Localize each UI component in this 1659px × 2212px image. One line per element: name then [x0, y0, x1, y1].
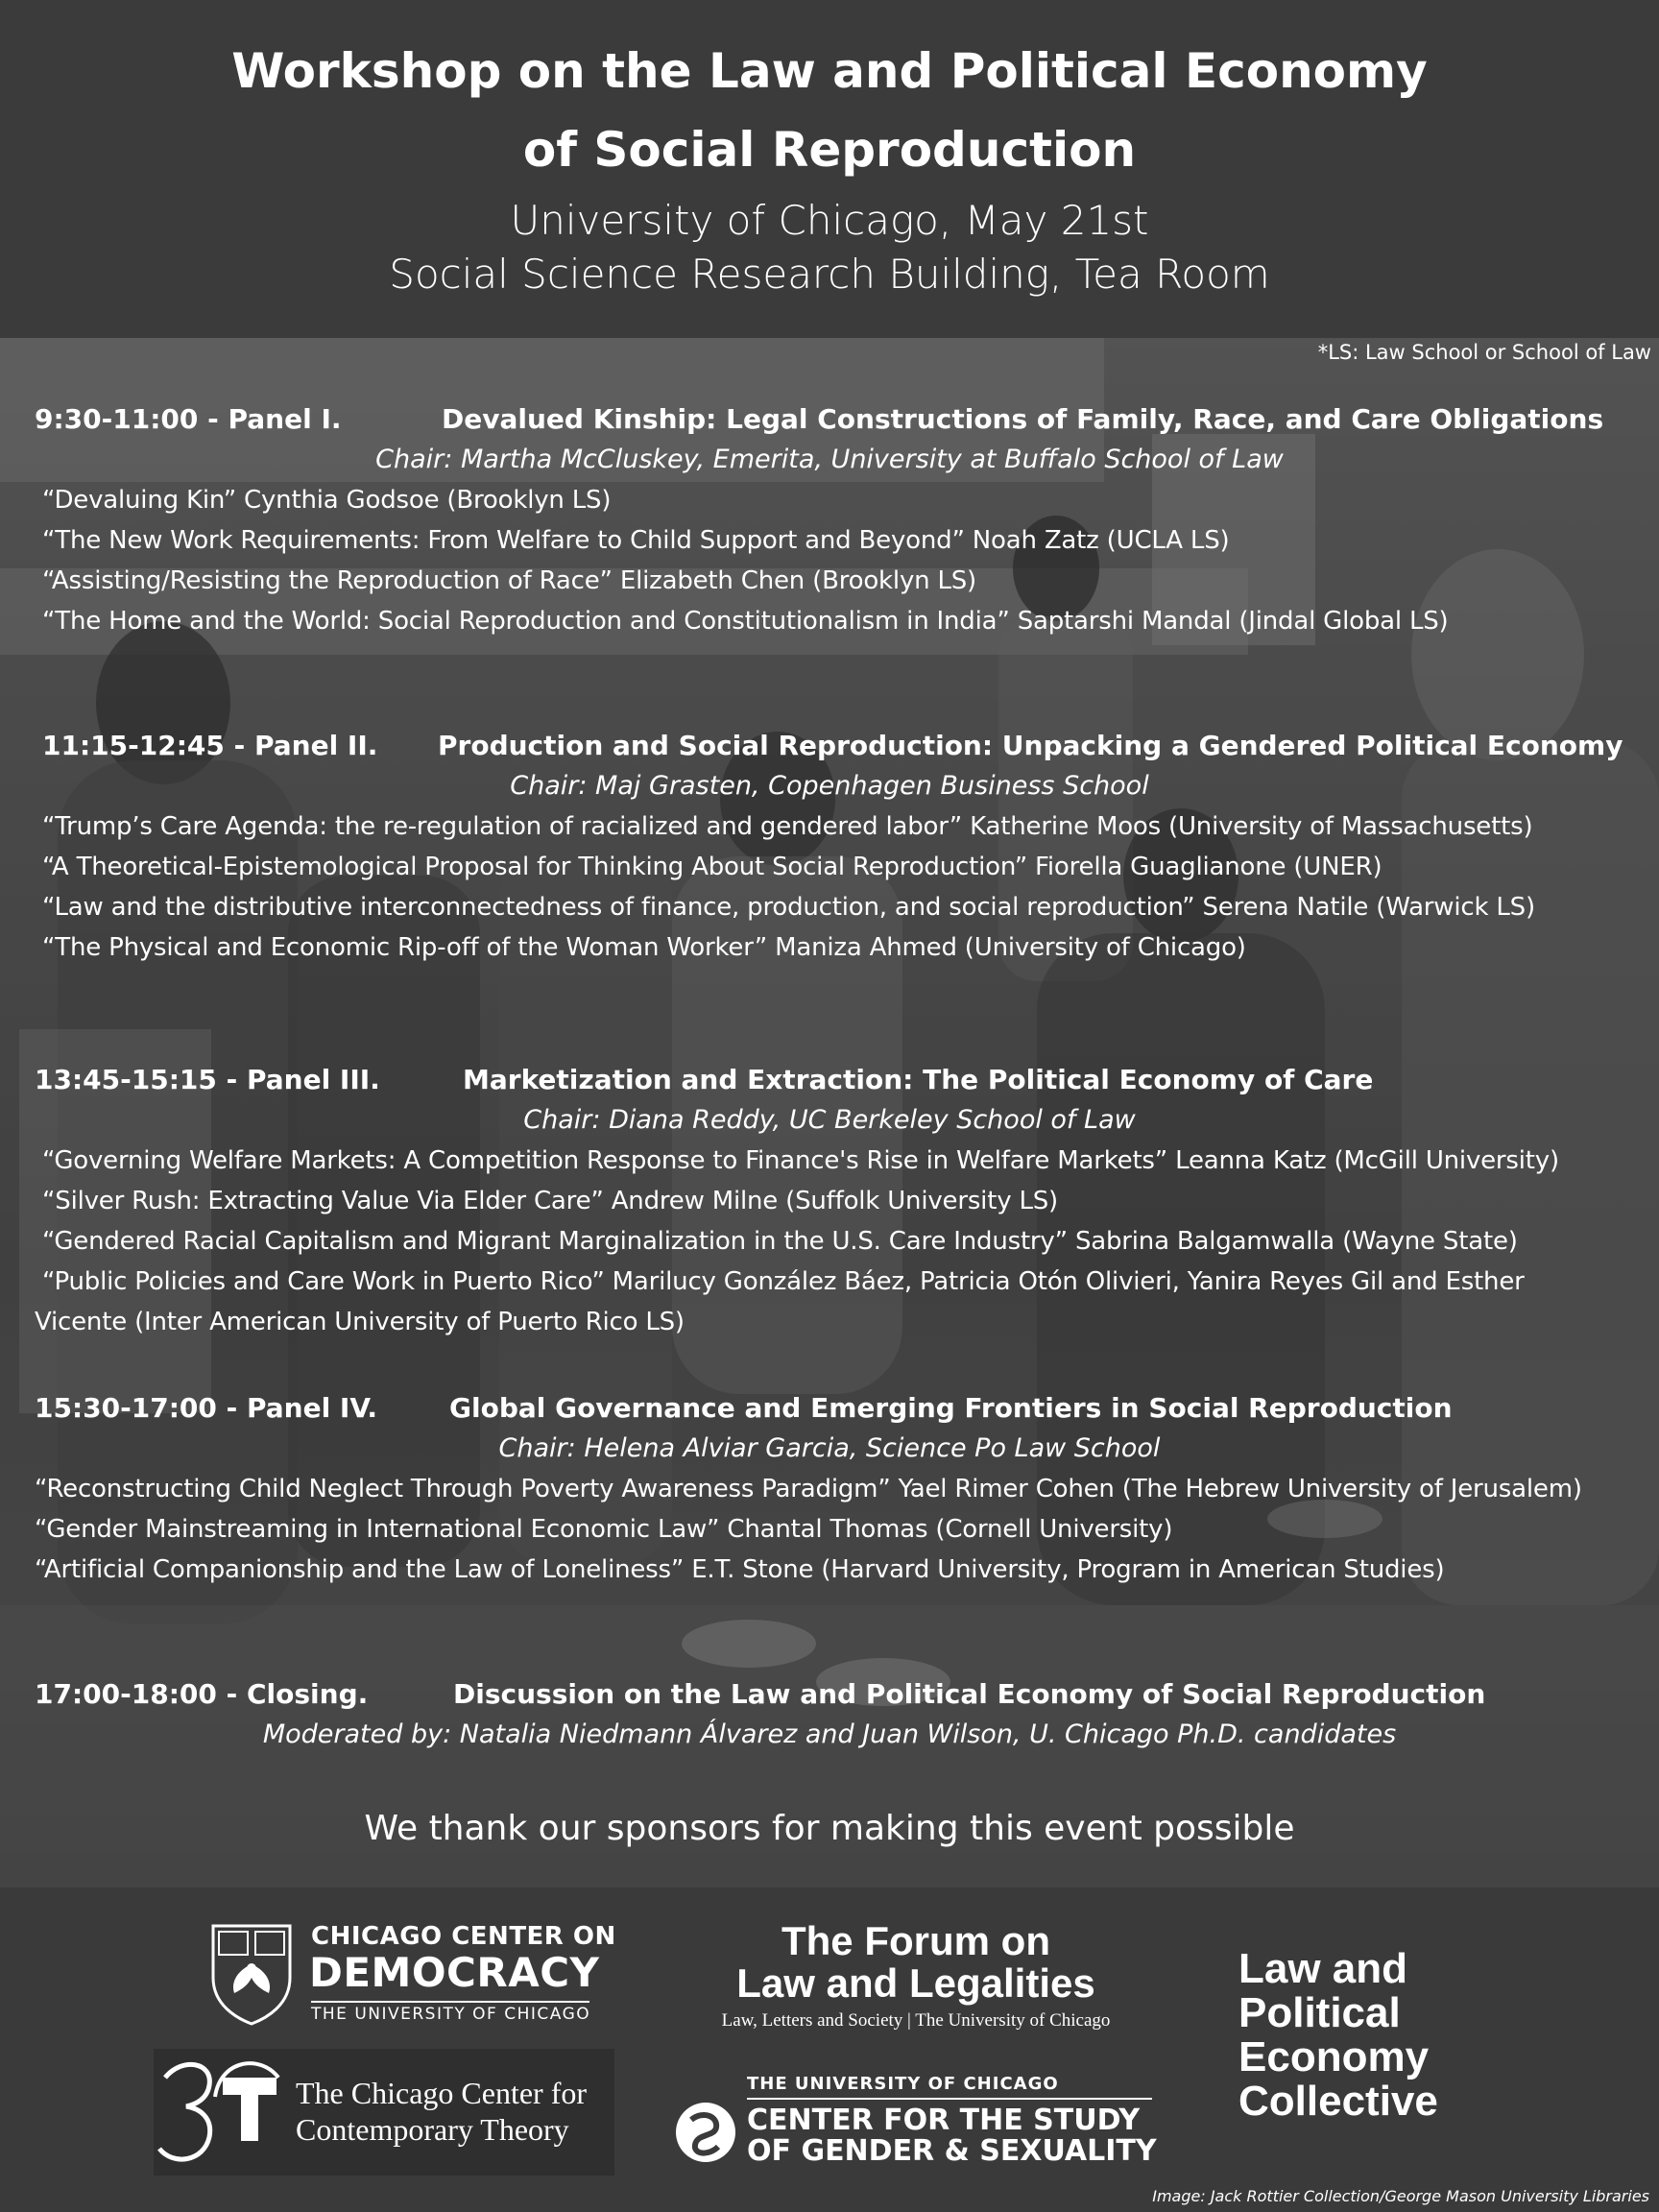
talk-item: “Gendered Racial Capitalism and Migrant Marginalization in the U.S. Care Industry” Sabrina Balgamwalla (Wayne State) [42, 1227, 1518, 1256]
ccct-line-1: The Chicago Center for [296, 2076, 587, 2110]
three-c-t-icon [154, 2049, 288, 2176]
talk-item: “A Theoretical-Epistemological Proposal for Thinking About Social Reproduction” Fiorella Guaglianone (UNER) [42, 853, 1382, 881]
talk-item: “Assisting/Resisting the Reproduction of Race” Elizabeth Chen (Brooklyn LS) [42, 566, 977, 595]
closing-time: 17:00-18:00 - Closing. [35, 1678, 369, 1710]
lpe-line-2: Political [1238, 1989, 1401, 2036]
panel-title: Devalued Kinship: Legal Constructions of Family, Race, and Care Obligations [442, 403, 1604, 435]
panel-chair: Chair: Martha McCluskey, Emerita, University at Buffalo School of Law [375, 445, 1284, 474]
panel-title: Marketization and Extraction: The Political Economy of Care [463, 1064, 1374, 1095]
talk-item: “The Home and the World: Social Reproduction and Constitutionalism in India” Saptarshi Mandal (Jindal Global LS) [42, 607, 1449, 636]
gender-line-1: THE UNIVERSITY OF CHICAGO [747, 2074, 1059, 2094]
forum-line-3: Law, Letters and Society | The University of Chicago [721, 2010, 1111, 2031]
lpe-line-3: Economy [1238, 2033, 1430, 2080]
sponsors-section [0, 1887, 1659, 2212]
gender-line-3: OF GENDER & SEXUALITY [747, 2134, 1157, 2168]
talk-item: “Law and the distributive interconnectedness of finance, production, and social reproduction” Serena Natile (Warwick LS) [42, 893, 1535, 922]
panel-chair: Chair: Maj Grasten, Copenhagen Business School [510, 771, 1149, 801]
ccd-line-3: THE UNIVERSITY OF CHICAGO [311, 2005, 591, 2024]
talk-item: “Gender Mainstreaming in International Economic Law” Chantal Thomas (Cornell University) [35, 1515, 1173, 1544]
page-title-line-1: Workshop on the Law and Political Economy [231, 43, 1428, 99]
closing-moderators: Moderated by: Natalia Niedmann Álvarez and Juan Wilson, U. Chicago Ph.D. candidates [262, 1719, 1397, 1749]
talk-item: “Devaluing Kin” Cynthia Godsoe (Brooklyn LS) [42, 486, 612, 515]
talk-item: “Silver Rush: Extracting Value Via Elder Care” Andrew Milne (Suffolk University LS) [42, 1187, 1058, 1215]
panel-chair: Chair: Helena Alviar Garcia, Science Po Law School [498, 1433, 1161, 1463]
panel-time: 11:15-12:45 - Panel II. [42, 730, 378, 761]
talk-item: “Reconstructing Child Neglect Through Poverty Awareness Paradigm” Yael Rimer Cohen (The Hebrew University of Jerusalem) [35, 1475, 1582, 1503]
panel-title: Global Governance and Emerging Frontiers in Social Reproduction [449, 1392, 1453, 1424]
talk-item: “Trump’s Care Agenda: the re-regulation of racialized and gendered labor” Katherine Moos (University of Massachusetts) [42, 812, 1533, 841]
lpe-line-1: Law and [1238, 1945, 1408, 1992]
forum-line-1: The Forum on [781, 1918, 1050, 1963]
sponsor-thanks: We thank our sponsors for making this event possible [364, 1809, 1295, 1848]
program [0, 338, 1659, 1887]
abbreviation-note: *LS: Law School or School of Law [1317, 341, 1651, 364]
page-title-line-2: of Social Reproduction [522, 122, 1137, 178]
talk-item: “The New Work Requirements: From Welfare to Child Support and Beyond” Noah Zatz (UCLA LS) [42, 526, 1230, 555]
gender-center-emblem-icon [674, 2101, 737, 2164]
talk-item: “The Physical and Economic Rip-off of the Woman Worker” Maniza Ahmed (University of Chicago) [42, 933, 1246, 962]
closing-title: Discussion on the Law and Political Economy of Social Reproduction [453, 1678, 1486, 1710]
talk-item: “Artificial Companionship and the Law of Loneliness” E.T. Stone (Harvard University, Program in American Studies) [35, 1555, 1445, 1584]
panel-title: Production and Social Reproduction: Unpacking a Gendered Political Economy [438, 730, 1623, 761]
gender-divider [747, 2098, 1152, 2100]
panel-time: 15:30-17:00 - Panel IV. [35, 1392, 378, 1424]
event-location-date: University of Chicago, May 21st [510, 197, 1149, 244]
forum-line-2: Law and Legalities [736, 1960, 1095, 2006]
gender-line-2: CENTER FOR THE STUDY [747, 2104, 1141, 2137]
lpe-line-4: Collective [1238, 2078, 1438, 2125]
event-venue: Social Science Research Building, Tea Room [389, 251, 1270, 298]
panel-chair: Chair: Diana Reddy, UC Berkeley School of Law [523, 1105, 1136, 1135]
talk-item: “Public Policies and Care Work in Puerto Rico” Marilucy González Báez, Patricia Otón Olivieri, Yanira Reyes Gil and Esther [42, 1267, 1525, 1296]
ccd-line-1: CHICAGO CENTER ON [311, 1922, 616, 1951]
panel-time: 13:45-15:15 - Panel III. [35, 1064, 380, 1095]
header [0, 0, 1659, 338]
talk-item-continued: Vicente (Inter American University of Puerto Rico LS) [35, 1308, 685, 1336]
ccct-line-2: Contemporary Theory [296, 2112, 569, 2147]
panel-time: 9:30-11:00 - Panel I. [35, 403, 342, 435]
image-credit: Image: Jack Rottier Collection/George Mason University Libraries [1152, 2187, 1649, 2205]
talk-item: “Governing Welfare Markets: A Competition Response to Finance's Rise in Welfare Markets” Leanna Katz (McGill University) [42, 1146, 1559, 1175]
ccd-line-2: DEMOCRACY [309, 1949, 600, 1996]
